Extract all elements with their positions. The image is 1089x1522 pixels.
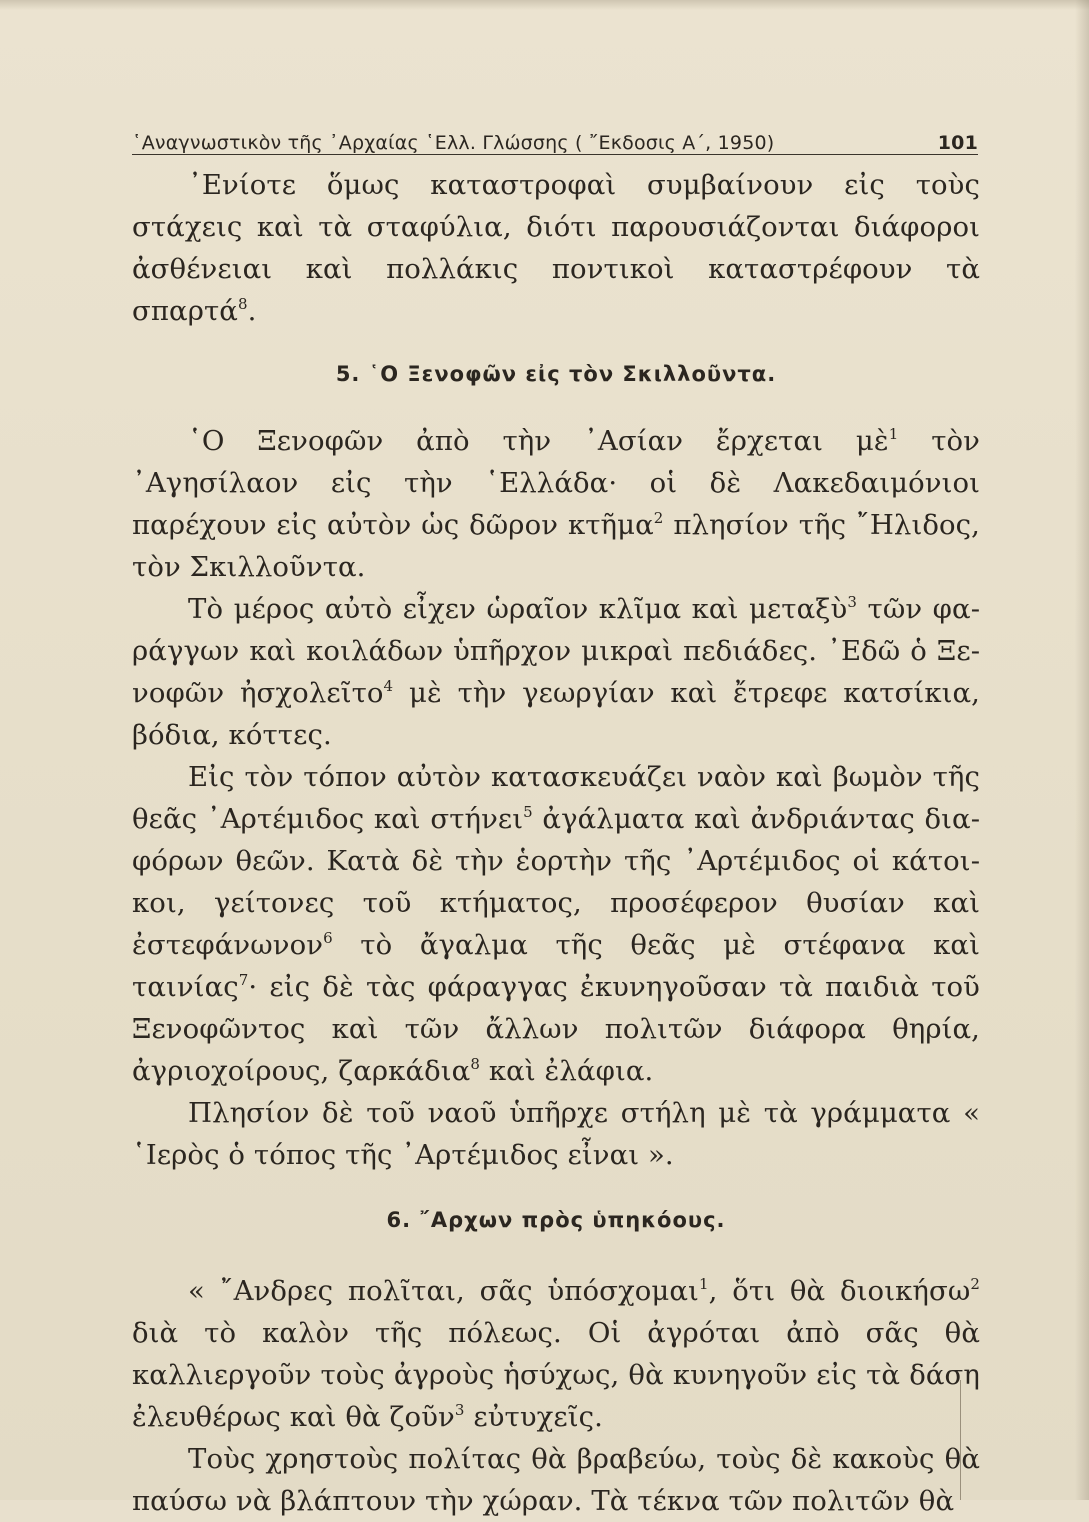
section-5-paragraph-3: Εἰς τὸν τόπον αὐτὸν κατασκευάζει ναὸν καὶ βωμὸν τῆς θεᾶς ᾿Αρτέμιδος καὶ στήνει$^5$ ἀγάλματα καὶ ἀνδριάντας διαφόρων θεῶν. Κατὰ δὲ τὴν ἑορτὴν τῆς ᾿Αρτέμιδος οἱ κάτοικοι, γείτονες τοῦ κτήματος, προσέφερον θυσίαν καὶ ἐστεφάνωνον$^6$ τὸ ἄγαλμα τῆς θεᾶς μὲ στέφανα καὶ ταινίας$^7$· εἰς δὲ τὰς φάραγγας ἐκυνηγοῦσαν τὰ παιδιὰ τοῦ Ξενοφῶντος καὶ τῶν ἄλλων πολιτῶν διάφορα θηρία, ἀγριοχοίρους, ζαρκάδια$^8$ καὶ ἐλάφια. bbox=[132, 761, 980, 1087]
footnote-ref: 5 bbox=[523, 803, 533, 821]
footnote-ref: 8 bbox=[470, 1055, 481, 1073]
footnote-ref: 1 bbox=[888, 425, 899, 443]
section-5-paragraph-1: ῾Ο Ξενοφῶν ἀπὸ τὴν ᾿Ασίαν ἔρχεται μὲ$^1$ τὸν ᾿Αγησίλαον εἰς τὴν ῾Ελλάδα· οἱ δὲ Λακεδαιμόνιοι παρέχουν εἰς αὐτὸν ὡς δῶρον κτῆμα$^2$ πλησίον τῆς ῎Ηλιδος, τὸν Σκιλλοῦντα. bbox=[132, 425, 981, 583]
page-right-edge-shadow bbox=[1075, 0, 1089, 1500]
running-header bbox=[132, 122, 978, 155]
section-5-paragraph-2: Τὸ μέρος αὐτὸ εἶχεν ὡραῖον κλῖμα καὶ μεταξὺ$^3$ τῶν φαράγγων καὶ κοιλάδων ὑπῆρχον μικραὶ πεδιάδες. ᾿Εδῶ ὁ Ξενοφῶν ἠσχολεῖτο$^4$ μὲ τὴν γεωργίαν καὶ ἔτρεφε κατσίκια, βόδια, κόττες. bbox=[132, 593, 981, 751]
section-5-paragraph-4: Πλησίον δὲ τοῦ ναοῦ ὑπῆρχε στήλη μὲ τὰ γράμματα « ῾Ιερὸς ὁ τόπος τῆς ᾿Αρτέμιδος εἶναι ». bbox=[132, 1097, 980, 1171]
section-6-paragraph-2: Τοὺς χρηστοὺς πολίτας θὰ βραβεύω, τοὺς δὲ κακοὺς θὰ παύσω νὰ βλάπτουν τὴν χώραν. Τὰ τέκνα τῶν πολιτῶν θὰ bbox=[132, 1443, 980, 1517]
footnote-ref: 2 bbox=[970, 1275, 980, 1293]
intro-paragraph: ᾿Ενίοτε ὅμως καταστροφαὶ συμβαίνουν εἰς τοὺς στάχεις καὶ τὰ σταφύλια, διότι παρουσιάζονται διάφοροι ἀσθένειαι καὶ πολλάκις ποντικοὶ καταστρέφουν τὰ σπαρτά$^8$. bbox=[132, 169, 980, 327]
footnote-ref: 3 bbox=[454, 1401, 465, 1419]
footnote-ref: 6 bbox=[323, 929, 333, 947]
section-6-heading: 6. ῎Αρχων πρὸς ὑπηκόους. bbox=[386, 1208, 726, 1232]
footnote-ref: 7 bbox=[238, 971, 249, 989]
section-5-heading: 5. ῾Ο Ξενοφῶν εἰς τὸν Σκιλλοῦντα. bbox=[335, 362, 777, 386]
footnote-ref: 4 bbox=[383, 677, 394, 695]
section-6-paragraph-1: « ῎Ανδρες πολῖται, σᾶς ὑπόσχομαι$^1$, ὅτι θὰ διοικήσω$^2$ διὰ τὸ καλὸν τῆς πόλεως. Οἱ ἀγρόται ἀπὸ σᾶς θὰ καλλιεργοῦν τοὺς ἀγροὺς ἡσύχως, θὰ κυνηγοῦν εἰς τὰ δάση ἐλευθέρως καὶ θὰ ζοῦν$^3$ εὐτυχεῖς. bbox=[132, 1275, 980, 1433]
footnote-ref: 3 bbox=[847, 593, 858, 611]
footnote-ref: 1 bbox=[698, 1275, 709, 1293]
page-number: 101 bbox=[937, 132, 978, 154]
footnote-ref: 8 bbox=[237, 295, 248, 313]
page-tear-mark bbox=[960, 1380, 965, 1500]
page-top-edge bbox=[0, 0, 1089, 10]
running-title: ῾Αναγνωστικὸν τῆς ᾿Αρχαίας ῾Ελλ. Γλώσσης ( ῎Εκδοσις Α΄, 1950) bbox=[132, 132, 775, 154]
page-body bbox=[132, 164, 980, 1522]
footnote-ref: 2 bbox=[653, 509, 664, 527]
